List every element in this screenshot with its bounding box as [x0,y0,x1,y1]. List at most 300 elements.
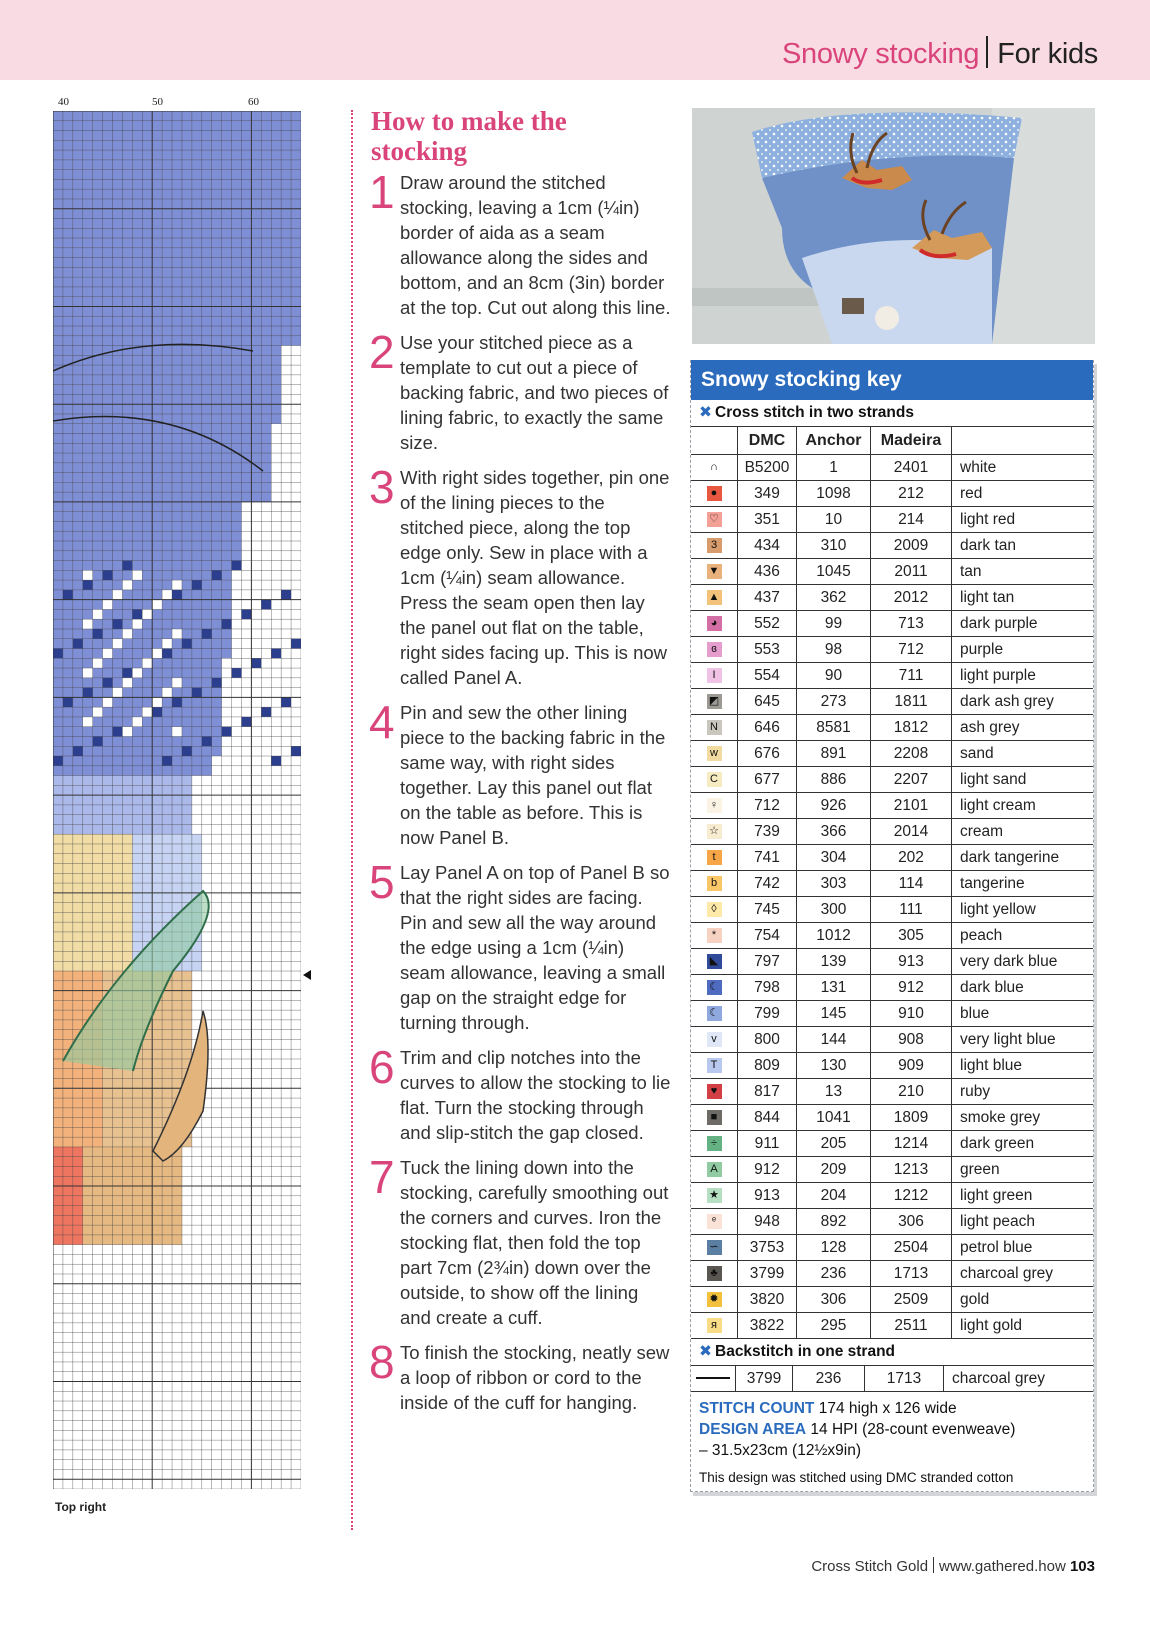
key-table [691,427,1093,1339]
page-footer [811,1557,1095,1575]
key-row [691,1001,1093,1027]
key-name: cream [952,819,1094,845]
backstitch-heading-text: Backstitch in one strand [715,1343,896,1360]
key-anchor: 1041 [797,1105,871,1131]
thread-symbol-icon: ● [707,486,722,501]
key-anchor: 130 [797,1053,871,1079]
key-anchor: 99 [797,611,871,637]
section-category: For kids [997,38,1098,70]
chart-tick: 50 [152,96,163,108]
key-name: tan [952,559,1094,585]
key-name: sand [952,741,1094,767]
key-dmc: 437 [738,585,797,611]
thread-symbol-icon: T [707,1058,722,1073]
key-dmc: 742 [738,871,797,897]
key-symbol-cell [691,481,738,507]
design-area-value: 14 HPI (28-count evenweave) [810,1421,1016,1438]
key-madeira: 1811 [871,689,952,715]
key-symbol-cell [691,1235,738,1261]
key-row [691,1313,1093,1339]
key-name: light cream [952,793,1094,819]
key-madeira: 2401 [871,455,952,481]
key-row [691,1287,1093,1313]
key-name: dark purple [952,611,1094,637]
key-row [691,1027,1093,1053]
key-row [691,897,1093,923]
key-anchor: 304 [797,845,871,871]
thread-symbol-icon: ∩ [707,460,722,475]
key-row [691,1209,1093,1235]
backstitch-anchor: 236 [793,1366,865,1392]
key-name: red [952,481,1094,507]
step-text: Trim and clip notches into the curves to allow the stocking to lie flat. Turn the stocking through and slip-stitch the gap closed. [400,1047,671,1143]
key-symbol-cell [691,949,738,975]
key-symbol-cell [691,1209,738,1235]
key-dmc: 3753 [738,1235,797,1261]
thread-symbol-icon: ÷ [707,1136,722,1151]
design-area [699,1419,1085,1440]
stitch-count [699,1398,1085,1419]
key-symbol-cell [691,507,738,533]
key-row [691,637,1093,663]
title-separator [986,36,988,68]
key-madeira: 2511 [871,1313,952,1339]
backstitch-line-icon [691,1366,736,1392]
step [369,1151,671,1330]
cross-icon: ✖ [699,1343,712,1360]
key-madeira: 306 [871,1209,952,1235]
key-name: dark blue [952,975,1094,1001]
key-madeira: 2509 [871,1287,952,1313]
key-anchor: 205 [797,1131,871,1157]
key-dmc: B5200 [738,455,797,481]
step-text: To finish the stocking, neatly sew a loop of ribbon or cord to the inside of the cuff for hanging. [400,1342,670,1413]
key-row [691,585,1093,611]
key-row [691,793,1093,819]
key-dmc: 798 [738,975,797,1001]
thread-symbol-icon: ∽ [707,1240,722,1255]
key-dmc: 741 [738,845,797,871]
key-madeira: 111 [871,897,952,923]
key-dmc: 3820 [738,1287,797,1313]
key-col-symbol [691,427,738,455]
key-row [691,949,1093,975]
key-symbol-cell [691,1287,738,1313]
key-row [691,507,1093,533]
step-text: Pin and sew the other lining piece to the backing fabric in the same way, with right sides together. Lay this panel out flat on the table as before. This is now Panel B. [400,702,666,848]
thread-symbol-icon: ✹ [707,1292,722,1307]
step [369,856,671,1035]
step [369,166,671,320]
thread-symbol-icon: * [707,928,722,943]
key-symbol-cell [691,1027,738,1053]
key-madeira: 212 [871,481,952,507]
key-name: petrol blue [952,1235,1094,1261]
cross-stitch-heading-text: Cross stitch in two strands [715,404,914,421]
backstitch-name: charcoal grey [944,1366,1094,1392]
key-madeira: 114 [871,871,952,897]
key-symbol-cell [691,819,738,845]
key-madeira: 912 [871,975,952,1001]
key-madeira: 712 [871,637,952,663]
key-name: green [952,1157,1094,1183]
key-dmc: 436 [738,559,797,585]
key-dmc: 911 [738,1131,797,1157]
stocking-photo-art [692,108,1095,344]
key-name: dark green [952,1131,1094,1157]
key-name: light sand [952,767,1094,793]
key-anchor: 1 [797,455,871,481]
thread-symbol-icon: ▼ [707,564,722,579]
key-row [691,975,1093,1001]
key-madeira: 910 [871,1001,952,1027]
key-dmc: 552 [738,611,797,637]
key-symbol-cell [691,689,738,715]
key-row [691,1183,1093,1209]
key-col-dmc: DMC [738,427,797,455]
key-name: light tan [952,585,1094,611]
key-name: ruby [952,1079,1094,1105]
key-row [691,1157,1093,1183]
key-anchor: 1012 [797,923,871,949]
key-row [691,923,1093,949]
key-anchor: 98 [797,637,871,663]
footer-separator [933,1557,934,1573]
key-dmc: 434 [738,533,797,559]
key-dmc: 351 [738,507,797,533]
key-symbol-cell [691,1313,738,1339]
key-dmc: 913 [738,1183,797,1209]
key-madeira: 2009 [871,533,952,559]
key-anchor: 366 [797,819,871,845]
thread-symbol-icon: 3 [707,538,722,553]
stocking-photo [692,108,1095,344]
stitch-key [690,360,1094,1492]
key-col-name [952,427,1094,455]
step-number: 6 [369,1041,395,1093]
chart-tick: 60 [248,96,259,108]
key-anchor: 209 [797,1157,871,1183]
thread-symbol-icon: ɞ [707,642,722,657]
step-number: 3 [369,461,395,513]
thread-symbol-icon: ♣ [707,1266,722,1281]
key-symbol-cell [691,559,738,585]
thread-symbol-icon: b [707,876,722,891]
key-row [691,611,1093,637]
key-madeira: 913 [871,949,952,975]
thread-symbol-icon: ☾ [707,1006,722,1021]
key-name: dark tan [952,533,1094,559]
key-anchor: 300 [797,897,871,923]
key-madeira: 1214 [871,1131,952,1157]
page-number: 103 [1069,1558,1095,1575]
key-footer [691,1392,1093,1494]
thread-symbol-icon: ♡ [707,512,722,527]
key-row [691,533,1093,559]
key-row [691,559,1093,585]
thread-symbol-icon: ☾ [707,980,722,995]
key-dmc: 676 [738,741,797,767]
step-number: 1 [369,166,395,218]
key-symbol-cell [691,637,738,663]
key-madeira: 214 [871,507,952,533]
cross-stitch-heading [691,400,1093,427]
key-dmc: 646 [738,715,797,741]
key-symbol-cell [691,1183,738,1209]
key-madeira: 202 [871,845,952,871]
backstitch-heading [691,1339,1093,1366]
thread-symbol-icon: ▲ [707,590,722,605]
key-anchor: 306 [797,1287,871,1313]
key-madeira: 713 [871,611,952,637]
chart-caption: Top right [55,1500,107,1514]
key-madeira: 2012 [871,585,952,611]
thread-note: This design was stitched using DMC stranded cotton [699,1470,1014,1485]
chart-centre-marker [303,970,311,980]
key-row [691,1235,1093,1261]
key-row [691,871,1093,897]
design-area-size: – 31.5x23cm (12½x9in) [699,1442,861,1459]
step [369,1336,671,1415]
magazine-name: Cross Stitch Gold [811,1558,929,1575]
thread-symbol-icon: v [707,1032,722,1047]
step-text: Use your stitched piece as a template to cut out a piece of backing fabric, and two pieces of lining fabric, to exactly the same size. [400,332,669,453]
key-dmc: 948 [738,1209,797,1235]
key-name: light green [952,1183,1094,1209]
key-symbol-cell [691,793,738,819]
thread-symbol-icon: ◕ [707,616,722,631]
key-anchor: 303 [797,871,871,897]
thread-symbol-icon: ◩ [707,694,722,709]
key-name: very dark blue [952,949,1094,975]
key-symbol-cell [691,975,738,1001]
key-row [691,1105,1093,1131]
key-anchor: 891 [797,741,871,767]
thread-symbol-icon: ◊ [707,902,722,917]
step-text: With right sides together, pin one of the lining pieces to the stitched piece, along the top edge only. Sew in place with a 1cm (¼in) seam allowance. Press the seam open then lay the panel out flat on the table, right sides facing up. This is now called Panel A. [400,467,670,688]
step [369,326,671,455]
key-anchor: 90 [797,663,871,689]
backstitch-table [691,1366,1093,1392]
key-dmc: 553 [738,637,797,663]
key-symbol-cell [691,1261,738,1287]
key-madeira: 711 [871,663,952,689]
key-row [691,1131,1093,1157]
instruction-steps [369,166,671,1425]
key-anchor: 1045 [797,559,871,585]
key-madeira: 2011 [871,559,952,585]
key-dmc: 844 [738,1105,797,1131]
key-dmc: 677 [738,767,797,793]
key-madeira: 909 [871,1053,952,1079]
key-symbol-cell [691,767,738,793]
key-anchor: 926 [797,793,871,819]
step-number: 2 [369,326,395,378]
key-symbol-cell [691,1157,738,1183]
key-dmc: 645 [738,689,797,715]
thread-symbol-icon: ♥ [707,1084,722,1099]
key-dmc: 799 [738,1001,797,1027]
key-madeira: 2207 [871,767,952,793]
key-name: gold [952,1287,1094,1313]
thread-symbol-icon: ☆ [707,824,722,839]
key-dmc: 712 [738,793,797,819]
thread-symbol-icon: I [707,668,722,683]
key-rows [691,455,1093,1339]
key-anchor: 362 [797,585,871,611]
thread-symbol-icon: ★ [707,1188,722,1203]
key-madeira: 1812 [871,715,952,741]
key-name: light peach [952,1209,1094,1235]
key-symbol-cell [691,1105,738,1131]
key-madeira: 305 [871,923,952,949]
step-text: Lay Panel A on top of Panel B so that the right sides are facing. Pin and sew all the way around the edge using a 1cm (¼in) seam allowance, leaving a small gap on the straight edge for turning through. [400,862,670,1033]
key-name: dark tangerine [952,845,1094,871]
key-name: blue [952,1001,1094,1027]
key-anchor: 128 [797,1235,871,1261]
key-symbol-cell [691,845,738,871]
key-anchor: 236 [797,1261,871,1287]
key-anchor: 13 [797,1079,871,1105]
key-row [691,767,1093,793]
key-symbol-cell [691,611,738,637]
key-symbol-cell [691,455,738,481]
key-anchor: 1098 [797,481,871,507]
key-name: tangerine [952,871,1094,897]
key-row [691,741,1093,767]
thread-symbol-icon: N [707,720,722,735]
key-symbol-cell [691,715,738,741]
key-anchor: 273 [797,689,871,715]
key-name: light blue [952,1053,1094,1079]
backstitch-row [691,1366,1093,1392]
key-name: light gold [952,1313,1094,1339]
key-name: white [952,455,1094,481]
key-row [691,663,1093,689]
key-madeira: 2208 [871,741,952,767]
key-symbol-cell [691,1131,738,1157]
key-anchor: 892 [797,1209,871,1235]
backstitch-dmc: 3799 [736,1366,793,1392]
key-title: Snowy stocking key [691,360,1093,400]
key-anchor: 310 [797,533,871,559]
step [369,461,671,690]
key-madeira: 2504 [871,1235,952,1261]
key-symbol-cell [691,871,738,897]
key-name: very light blue [952,1027,1094,1053]
key-symbol-cell [691,741,738,767]
key-dmc: 745 [738,897,797,923]
key-dmc: 3822 [738,1313,797,1339]
key-row [691,1079,1093,1105]
step-number: 8 [369,1336,395,1388]
step-number: 4 [369,696,395,748]
chart-grid [53,111,301,1489]
cross-icon: ✖ [699,404,712,421]
key-anchor: 8581 [797,715,871,741]
key-dmc: 754 [738,923,797,949]
key-anchor: 10 [797,507,871,533]
key-col-anchor: Anchor [797,427,871,455]
key-dmc: 739 [738,819,797,845]
key-row [691,689,1093,715]
key-row [691,455,1093,481]
key-symbol-cell [691,585,738,611]
key-madeira: 1212 [871,1183,952,1209]
thread-symbol-icon: w [707,746,722,761]
key-dmc: 912 [738,1157,797,1183]
key-anchor: 131 [797,975,871,1001]
key-row [691,481,1093,507]
key-dmc: 554 [738,663,797,689]
thread-symbol-icon: t [707,850,722,865]
section-name: Snowy stocking [781,38,980,70]
key-anchor: 145 [797,1001,871,1027]
key-dmc: 809 [738,1053,797,1079]
section-title [782,36,1098,71]
key-name: smoke grey [952,1105,1094,1131]
step [369,1041,671,1145]
key-anchor: 144 [797,1027,871,1053]
key-symbol-cell [691,1079,738,1105]
chart-tick: 40 [58,96,69,108]
key-anchor: 204 [797,1183,871,1209]
column-divider [351,110,353,1530]
key-symbol-cell [691,923,738,949]
chart-column-ticks [56,96,300,110]
key-name: light yellow [952,897,1094,923]
key-anchor: 886 [797,767,871,793]
design-area-label: DESIGN AREA [699,1421,807,1438]
instructions-title: How to make the stocking [371,106,567,166]
key-name: purple [952,637,1094,663]
key-row [691,1261,1093,1287]
key-madeira: 2101 [871,793,952,819]
key-symbol-cell [691,533,738,559]
thread-symbol-icon: C [707,772,722,787]
key-symbol-cell [691,1001,738,1027]
thread-symbol-icon: ♀ [707,798,722,813]
stitch-count-label: STITCH COUNT [699,1400,815,1417]
key-name: dark ash grey [952,689,1094,715]
key-dmc: 349 [738,481,797,507]
key-madeira: 2014 [871,819,952,845]
key-symbol-cell [691,897,738,923]
key-symbol-cell [691,1053,738,1079]
step-number: 5 [369,856,395,908]
key-name: charcoal grey [952,1261,1094,1287]
thread-symbol-icon: ■ [707,1110,722,1125]
website: www.gathered.how [939,1558,1066,1575]
thread-symbol-icon: ◣ [707,954,722,969]
stitch-count-value: 174 high x 126 wide [818,1400,957,1417]
key-madeira: 1213 [871,1157,952,1183]
key-row [691,819,1093,845]
key-row [691,715,1093,741]
key-symbol-cell [691,663,738,689]
step-number: 7 [369,1151,395,1203]
key-madeira: 1809 [871,1105,952,1131]
key-anchor: 139 [797,949,871,975]
key-name: peach [952,923,1094,949]
thread-symbol-icon: я [707,1318,722,1333]
backstitch-madeira: 1713 [865,1366,944,1392]
key-dmc: 797 [738,949,797,975]
cross-stitch-chart [53,111,301,1489]
key-name: light purple [952,663,1094,689]
thread-symbol-icon: ᵉ [707,1214,722,1229]
key-madeira: 210 [871,1079,952,1105]
